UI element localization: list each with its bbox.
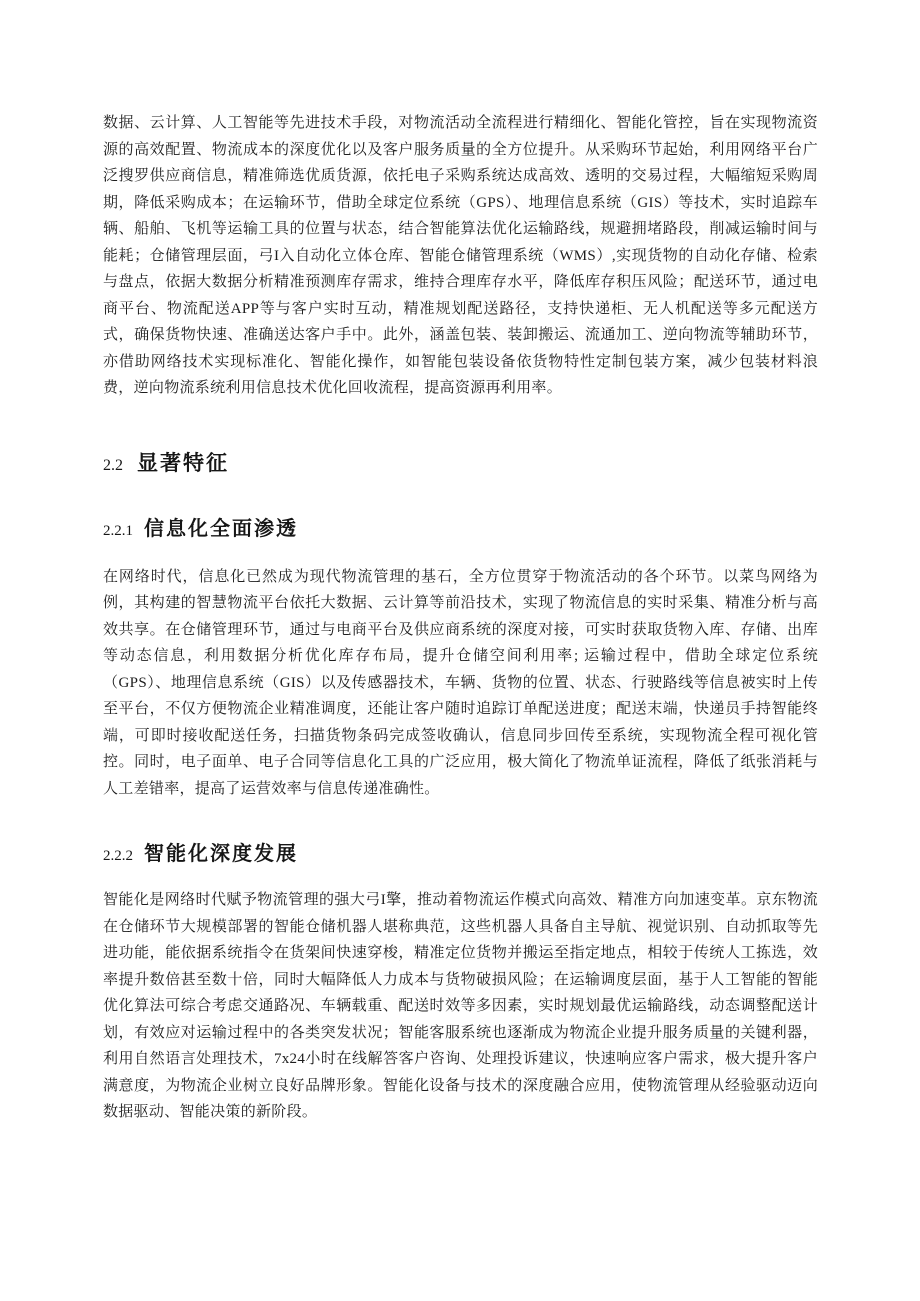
paragraph-logistics-full-process: 数据、云计算、人工智能等先进技术手段，对物流活动全流程进行精细化、智能化管控，旨在实现物流资源的高效配置、物流成本的深度优化以及客户服务质量的全方位提升。从采购环节起始，利用网络平台广泛搜罗供应商信息，精准筛选优质货源，依托电子采购系统达成高效、透明的交易过程，大幅缩短采购周期，降低采购成本；在运输环节，借助全球定位系统（GPS）、地理信息系统（GIS）等技术，实时追踪车辆、船舶、飞机等运输工具的位置与状态，结合智能算法优化运输路线，规避拥堵路段，削减运输时间与能耗；仓储管理层面，弓I入自动化立体仓库、智能仓储管理系统（WMS）,实现货物的自动化存储、检索与盘点，依据大数据分析精准预测库存需求，维持合理库存水平，降低库存积压风险；配送环节，通过电商平台、物流配送APP等与客户实时互动，精准规划配送路径，支持快递柜、无人机配送等多元配送方式，确保货物快速、准确送达客户手中。此外，涵盖包装、装卸搬运、流通加工、逆向物流等辅助环节，亦借助网络技术实现标准化、智能化操作，如智能包装设备依货物特性定制包装方案，减少包装材料浪费，逆向物流系统利用信息技术优化回收流程，提高资源再利用率。 — [103, 115, 818, 396]
section-title: 显著特征 — [137, 451, 229, 475]
subsection-heading-2-2-1 — [103, 515, 818, 545]
section-heading-2-2 — [103, 448, 818, 481]
subsection-number: 2.2.1 — [103, 522, 133, 539]
paragraph-informatization: 在网络时代，信息化已然成为现代物流管理的基石，全方位贯穿于物流活动的各个环节。以菜鸟网络为例，其构建的智慧物流平台依托大数据、云计算等前沿技术，实现了物流信息的实时采集、精准分析与高效共享。在仓储管理环节，通过与电商平台及供应商系统的深度对接，可实时获取货物入库、存储、出库等动态信息，利用数据分析优化库存布局，提升仓储空间利用率; 运输过程中，借助全球定位系统（GPS）、地理信息系统（GIS）以及传感器技术，车辆、货物的位置、状态、行驶路线等信息被实时上传至平台，不仅方便物流企业精准调度，还能让客户随时追踪订单配送进度；配送末端，快递员手持智能终端，可即时接收配送任务，扫描货物条码完成签收确认，信息同步回传至系统，实现物流全程可视化管控。同时，电子面单、电子合同等信息化工具的广泛应用，极大简化了物流单证流程，降低了纸张消耗与人工差错率，提高了运营效率与信息传递准确性。 — [103, 568, 818, 797]
subsection-heading-2-2-2 — [103, 840, 818, 870]
subsection-title: 信息化全面渗透 — [144, 517, 298, 540]
paragraph-intelligentization: 智能化是网络时代赋予物流管理的强大弓I擎，推动着物流运作模式向高效、精准方向加速变革。京东物流在仓储环节大规模部署的智能仓储机器人堪称典范，这些机器人具备自主导航、视觉识别、自动抓取等先进功能，能依据系统指令在货架间快速穿梭，精准定位货物并搬运至指定地点，相较于传统人工拣选，效率提升数倍甚至数十倍，同时大幅降低人力成本与货物破损风险；在运输调度层面，基于人工智能的智能优化算法可综合考虑交通路况、车辆载重、配送时效等多因素，实时规划最优运输路线，动态调整配送计划，有效应对运输过程中的各类突发状况；智能客服系统也逐渐成为物流企业提升服务质量的关键利器，利用自然语言处理技术，7x24小时在线解答客户咨询、处理投诉建议，快速响应客户需求，极大提升客户满意度，为物流企业树立良好品牌形象。智能化设备与技术的深度融合应用，使物流管理从经验驱动迈向数据驱动、智能决策的新阶段。 — [103, 892, 818, 1120]
subsection-title: 智能化深度发展 — [144, 843, 298, 865]
section-number: 2.2 — [103, 456, 123, 474]
subsection-number: 2.2.2 — [103, 848, 133, 864]
